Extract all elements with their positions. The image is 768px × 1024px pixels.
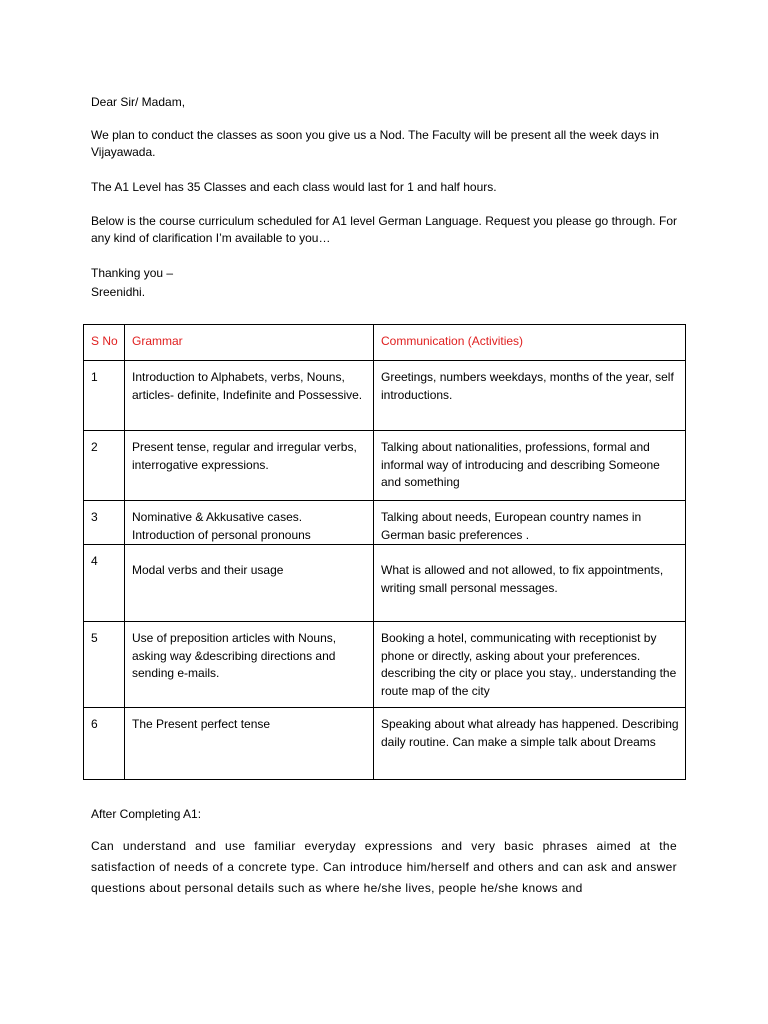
- cell-sno: 1: [84, 361, 125, 431]
- cell-grammar: Introduction to Alphabets, verbs, Nouns, articles- definite, Indefinite and Possessive.: [125, 361, 374, 431]
- after-body: Can understand and use familiar everyday expressions and very basic phrases aimed at the satisfaction of needs of a concrete type. Can introduce him/herself and others and can ask and answer questions about personal details such as where he/she lives, people he/she knows and: [91, 839, 677, 895]
- cell-sno: 6: [84, 708, 125, 780]
- cell-grammar: Present tense, regular and irregular verbs, interrogative expressions.: [125, 431, 374, 501]
- signature: Sreenidhi.: [91, 285, 146, 299]
- cell-communication: Talking about needs, European country names in German basic preferences .: [374, 501, 686, 545]
- cell-grammar: Use of preposition articles with Nouns, asking way &describing directions and sending e-mails.: [125, 622, 374, 708]
- classes-paragraph: The A1 Level has 35 Classes and each class would last for 1 and half hours.: [91, 180, 497, 194]
- cell-grammar: Nominative & Akkusative cases. Introduction of personal pronouns: [125, 501, 374, 545]
- cell-communication: Booking a hotel, communicating with receptionist by phone or directly, asking about your preferences. describing the city or place you stay,. understanding the route map of the city: [374, 622, 686, 708]
- salutation: Dear Sir/ Madam,: [91, 95, 186, 109]
- cell-communication: What is allowed and not allowed, to fix appointments, writing small personal messages.: [374, 545, 686, 622]
- intro-paragraph: We plan to conduct the classes as soon you give us a Nod. The Faculty will be present all the week days in Vijayawada.: [91, 128, 659, 159]
- cell-sno: 5: [84, 622, 125, 708]
- cell-communication: Speaking about what already has happened. Describing daily routine. Can make a simple talk about Dreams: [374, 708, 686, 780]
- closing-line: Thanking you –: [91, 266, 174, 280]
- cell-sno: 2: [84, 431, 125, 501]
- cell-communication: Talking about nationalities, professions, formal and informal way of introducing and describing Someone and something: [374, 431, 686, 501]
- cell-sno: 4: [84, 545, 125, 622]
- table-row: [84, 622, 686, 708]
- cell-sno: 3: [84, 501, 125, 545]
- curriculum-paragraph: Below is the course curriculum scheduled for A1 level German Language. Request you please go through. For any kind of clarification I’m available to you…: [91, 214, 677, 245]
- table-row: [84, 361, 686, 431]
- after-heading: After Completing A1:: [91, 807, 202, 821]
- cell-communication: Greetings, numbers weekdays, months of the year, self introductions.: [374, 361, 686, 431]
- table-row: [84, 501, 686, 545]
- header-sno: S No: [84, 325, 125, 361]
- table-row: [84, 545, 686, 622]
- curriculum-table: [83, 324, 686, 780]
- header-grammar: Grammar: [125, 325, 374, 361]
- table-header-row: [84, 325, 686, 361]
- header-communication: Communication (Activities): [374, 325, 686, 361]
- table-row: [84, 708, 686, 780]
- cell-grammar: The Present perfect tense: [125, 708, 374, 780]
- table-row: [84, 431, 686, 501]
- cell-grammar: Modal verbs and their usage: [125, 545, 374, 622]
